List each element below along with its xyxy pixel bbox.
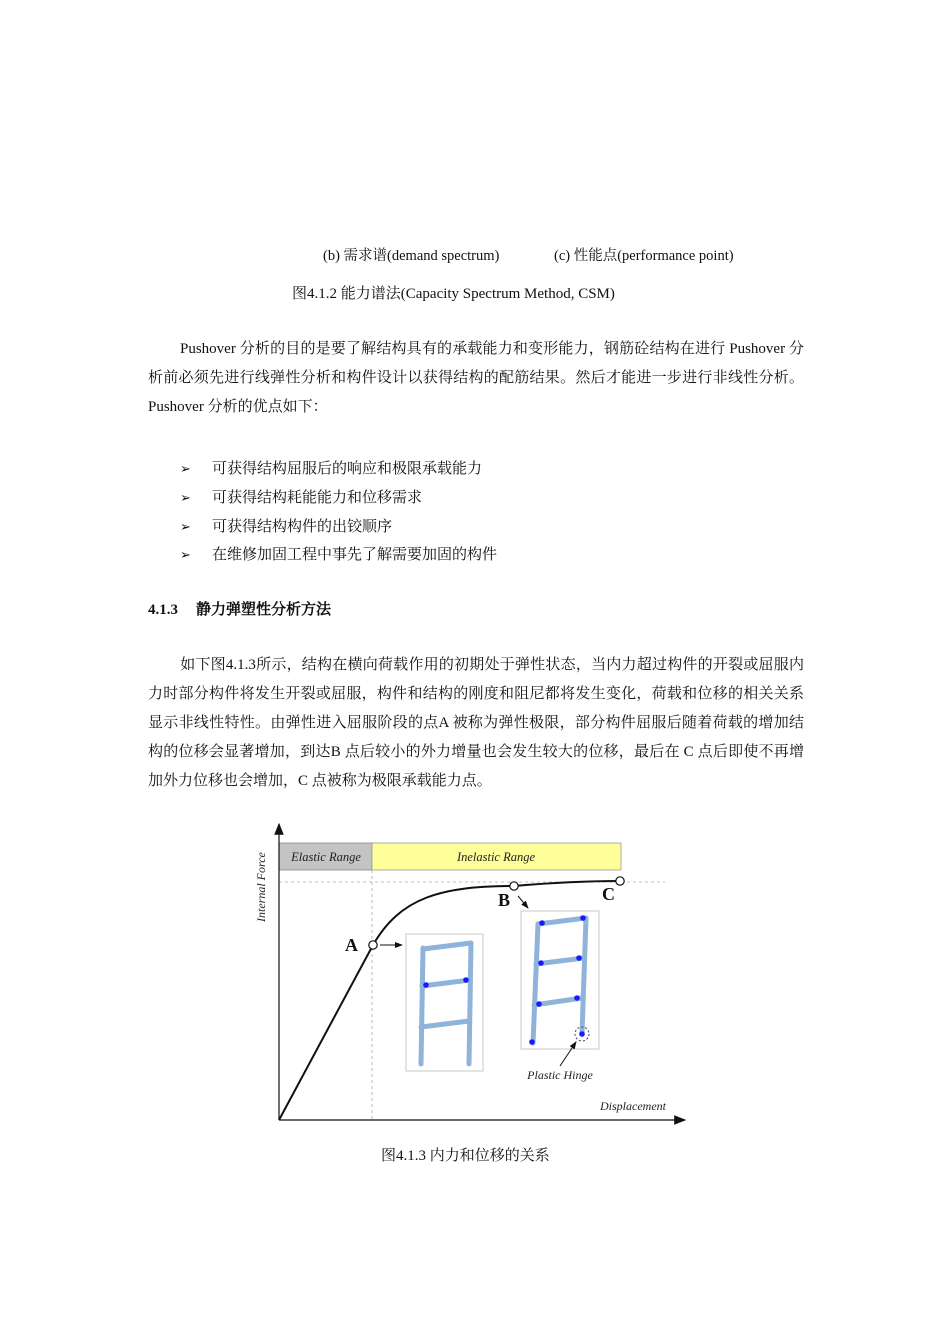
y-axis-label: Internal Force <box>254 852 268 922</box>
point-b-marker <box>510 882 518 890</box>
point-a-marker <box>369 941 377 949</box>
paragraph-text: 如下图4.1.3所示，结构在横向荷载作用的初期处于弹性状态，当内力超过构件的开裂或屈服内力时部分构件将发生开裂或屈服，构件和结构的刚度和阻尼都将发生变化，荷载和位移的相关关系显示非线性特性。由弹性进入屈服阶段的点A 被称为弹性极限，部分构件屈服后随着荷载的增加结构的位移会显著增加，到达B 点后较小的外力增量也会发生较大的位移，最后在 C 点后即使不再增加外力位移也会增加，C 点被称为极限承载能力点。 <box>148 657 804 789</box>
point-c-marker <box>616 877 624 885</box>
arrow-bullet-icon: ➢ <box>180 461 191 477</box>
frame-with-plastic-hinges <box>521 911 599 1049</box>
arrow-b-to-frame <box>518 896 528 908</box>
point-b-label: B <box>498 890 511 910</box>
list-item: ➢ 可获得结构屈服后的响应和极限承载能力 <box>180 461 483 478</box>
point-c-label: C <box>602 884 615 904</box>
advantages-list <box>180 455 497 570</box>
inelastic-range-label: Inelastic Range <box>456 850 536 864</box>
arrow-bullet-icon: ➢ <box>180 518 191 534</box>
list-item: ➢ 可获得结构耗能能力和位移需求 <box>180 490 423 507</box>
section-heading: 4.1.3 静力弹塑性分析方法 <box>148 602 332 618</box>
figure-caption-4-1-3: 图4.1.3 内力和位移的关系 <box>381 1148 550 1164</box>
arrow-bullet-icon: ➢ <box>180 547 191 563</box>
paragraph-pushover-intro <box>148 335 804 422</box>
frame-at-yield <box>406 934 483 1071</box>
list-item: ➢ 在维修加固工程中事先了解需要加固的构件 <box>180 547 498 564</box>
figure-caption-4-1-2: 图4.1.2 能力谱法(Capacity Spectrum Method, CSM) <box>292 286 615 302</box>
list-item: ➢ 可获得结构构件的出铰顺序 <box>180 518 393 535</box>
subcaption-c: (c) 性能点(performance point) <box>554 248 734 264</box>
plastic-hinge-label: Plastic Hinge <box>527 1068 593 1082</box>
force-displacement-diagram <box>240 818 700 1134</box>
paragraph-text: Pushover 分析的目的是要了解结构具有的承载能力和变形能力，钢筋砼结构在进行 Pushover 分析前必须先进行线弹性分析和构件设计以获得结构的配筋结果。然后才能进一步进行非线性分析。Pushover 分析的优点如下： <box>148 341 804 415</box>
arrow-bullet-icon: ➢ <box>180 490 191 506</box>
x-axis-label: Displacement <box>600 1099 666 1113</box>
point-a-label: A <box>345 935 358 955</box>
elastic-range-label: Elastic Range <box>291 850 361 864</box>
subcaption-b: (b) 需求谱(demand spectrum) <box>323 248 500 264</box>
paragraph-static-pushover <box>148 651 804 796</box>
